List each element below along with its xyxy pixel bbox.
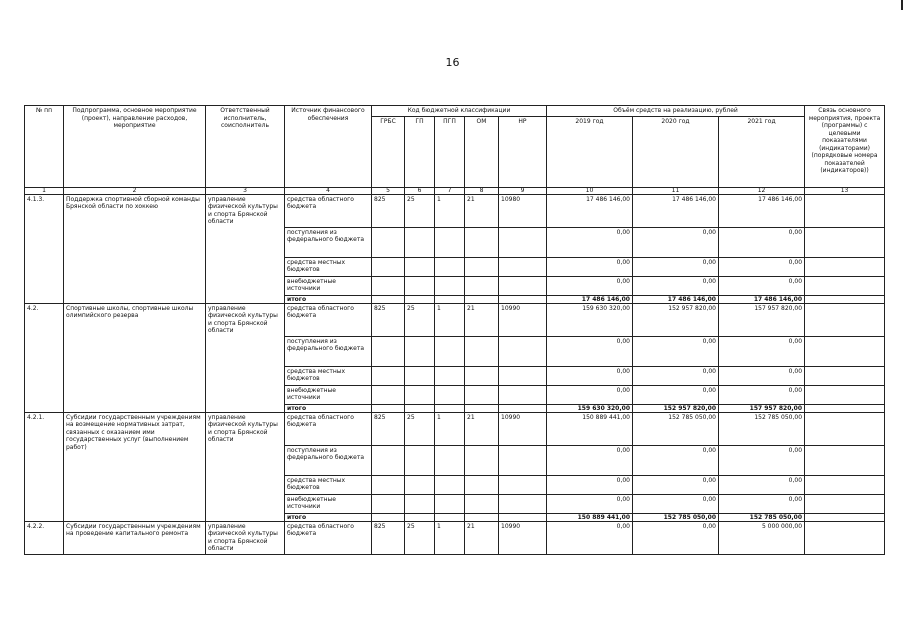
- amount-2019: 0,00: [547, 445, 633, 475]
- amount-2021: 152 785 050,00: [719, 412, 805, 445]
- item-number: 4.2.1.: [25, 412, 64, 521]
- code-pgp: 1: [435, 412, 465, 445]
- empty-cell: [435, 257, 465, 276]
- header-om: ОМ: [465, 116, 499, 187]
- code-grbs: 825: [372, 412, 405, 445]
- empty-cell: [805, 521, 885, 554]
- empty-cell: [372, 385, 405, 404]
- col-number: 10: [547, 187, 633, 194]
- col-number: 2: [64, 187, 206, 194]
- source-label: внебюджетные источники: [285, 385, 372, 404]
- amount-2021: 0,00: [719, 385, 805, 404]
- item-executor: управление физической культуры и спорта Брянской области: [206, 194, 285, 303]
- amount-2020: 0,00: [633, 227, 719, 257]
- empty-cell: [435, 445, 465, 475]
- amount-2020: 17 486 146,00: [633, 194, 719, 227]
- scan-edge-mark: [901, 0, 903, 10]
- amount-2019: 0,00: [547, 475, 633, 494]
- code-gp: 25: [405, 412, 435, 445]
- source-label: средства местных бюджетов: [285, 366, 372, 385]
- col-number: 3: [206, 187, 285, 194]
- header-grbs: ГРБС: [372, 116, 405, 187]
- empty-cell: [465, 475, 499, 494]
- empty-cell: [465, 295, 499, 303]
- header-source: Источник финансового обеспечения: [285, 106, 372, 188]
- source-label: средства областного бюджета: [285, 521, 372, 554]
- empty-cell: [405, 475, 435, 494]
- item-name: Поддержка спортивной сборной команды Брянской области по хоккею: [64, 194, 206, 303]
- item-executor: управление физической культуры и спорта Брянской области: [206, 303, 285, 412]
- amount-2019: 159 630 320,00: [547, 404, 633, 412]
- header-2020: 2020 год: [633, 116, 719, 187]
- amount-2019: 0,00: [547, 336, 633, 366]
- empty-cell: [405, 385, 435, 404]
- amount-2021: 157 957 820,00: [719, 303, 805, 336]
- empty-cell: [405, 513, 435, 521]
- empty-cell: [405, 295, 435, 303]
- empty-cell: [435, 513, 465, 521]
- amount-2021: 0,00: [719, 336, 805, 366]
- code-pgp: 1: [435, 194, 465, 227]
- empty-cell: [405, 276, 435, 295]
- empty-cell: [805, 513, 885, 521]
- amount-2019: 0,00: [547, 521, 633, 554]
- col-number: 6: [405, 187, 435, 194]
- amount-2021: 0,00: [719, 494, 805, 513]
- amount-2019: 150 889 441,00: [547, 513, 633, 521]
- code-pgp: 1: [435, 303, 465, 336]
- empty-cell: [372, 366, 405, 385]
- source-label: внебюджетные источники: [285, 276, 372, 295]
- empty-cell: [805, 194, 885, 227]
- row-regional: [25, 303, 885, 336]
- empty-cell: [465, 513, 499, 521]
- amount-2019: 0,00: [547, 385, 633, 404]
- empty-cell: [805, 257, 885, 276]
- amount-2020: 0,00: [633, 385, 719, 404]
- empty-cell: [499, 257, 547, 276]
- amount-2020: 0,00: [633, 276, 719, 295]
- amount-2021: 0,00: [719, 366, 805, 385]
- code-grbs: 825: [372, 303, 405, 336]
- header-subprogram: Подпрограмма, основное мероприятие (проект), направление расходов, мероприятие: [64, 106, 206, 188]
- code-nr: 10980: [499, 194, 547, 227]
- item-name: Субсидии государственным учреждениям на проведение капитального ремонта: [64, 521, 206, 554]
- empty-cell: [465, 276, 499, 295]
- empty-cell: [805, 227, 885, 257]
- empty-cell: [372, 513, 405, 521]
- code-om: 21: [465, 412, 499, 445]
- empty-cell: [372, 494, 405, 513]
- source-label: поступления из федерального бюджета: [285, 336, 372, 366]
- header-2019: 2019 год: [547, 116, 633, 187]
- source-label: поступления из федерального бюджета: [285, 445, 372, 475]
- row-regional: [25, 521, 885, 554]
- item-executor: управление физической культуры и спорта Брянской области: [206, 412, 285, 521]
- code-nr: 10990: [499, 303, 547, 336]
- empty-cell: [805, 385, 885, 404]
- header-2021: 2021 год: [719, 116, 805, 187]
- source-label: средства местных бюджетов: [285, 257, 372, 276]
- amount-2020: 0,00: [633, 475, 719, 494]
- empty-cell: [405, 445, 435, 475]
- empty-cell: [805, 475, 885, 494]
- item-executor: управление физической культуры и спорта Брянской области: [206, 521, 285, 554]
- empty-cell: [499, 494, 547, 513]
- code-om: 21: [465, 521, 499, 554]
- amount-2019: 0,00: [547, 276, 633, 295]
- empty-cell: [405, 366, 435, 385]
- source-label: итого: [285, 404, 372, 412]
- empty-cell: [372, 475, 405, 494]
- empty-cell: [499, 295, 547, 303]
- header-num: № пп: [25, 106, 64, 188]
- empty-cell: [465, 404, 499, 412]
- empty-cell: [805, 494, 885, 513]
- code-pgp: 1: [435, 521, 465, 554]
- empty-cell: [372, 404, 405, 412]
- source-label: средства местных бюджетов: [285, 475, 372, 494]
- page-number: 16: [445, 56, 460, 69]
- amount-2021: 0,00: [719, 227, 805, 257]
- empty-cell: [805, 366, 885, 385]
- row-regional: [25, 412, 885, 445]
- amount-2019: 150 889 441,00: [547, 412, 633, 445]
- empty-cell: [805, 336, 885, 366]
- code-gp: 25: [405, 194, 435, 227]
- empty-cell: [499, 336, 547, 366]
- header-budget-code: Код бюджетной классификации: [372, 106, 547, 117]
- empty-cell: [405, 494, 435, 513]
- amount-2019: 0,00: [547, 366, 633, 385]
- source-label: итого: [285, 513, 372, 521]
- empty-cell: [372, 227, 405, 257]
- empty-cell: [499, 513, 547, 521]
- col-number: 11: [633, 187, 719, 194]
- empty-cell: [499, 366, 547, 385]
- code-gp: 25: [405, 303, 435, 336]
- code-gp: 25: [405, 521, 435, 554]
- empty-cell: [372, 257, 405, 276]
- source-label: поступления из федерального бюджета: [285, 227, 372, 257]
- empty-cell: [499, 445, 547, 475]
- empty-cell: [372, 445, 405, 475]
- amount-2020: 0,00: [633, 336, 719, 366]
- amount-2019: 0,00: [547, 257, 633, 276]
- col-number: 5: [372, 187, 405, 194]
- amount-2020: 152 785 050,00: [633, 513, 719, 521]
- amount-2021: 17 486 146,00: [719, 194, 805, 227]
- amount-2020: 0,00: [633, 257, 719, 276]
- header-volume: Объём средств на реализацию, рублей: [547, 106, 805, 117]
- amount-2021: 152 785 050,00: [719, 513, 805, 521]
- col-number: 13: [805, 187, 885, 194]
- empty-cell: [435, 404, 465, 412]
- code-om: 21: [465, 194, 499, 227]
- code-grbs: 825: [372, 521, 405, 554]
- empty-cell: [499, 385, 547, 404]
- header-gp: ГП: [405, 116, 435, 187]
- col-number: 4: [285, 187, 372, 194]
- amount-2020: 0,00: [633, 445, 719, 475]
- source-label: средства областного бюджета: [285, 303, 372, 336]
- amount-2021: 5 000 000,00: [719, 521, 805, 554]
- amount-2020: 17 486 146,00: [633, 295, 719, 303]
- amount-2020: 152 957 820,00: [633, 404, 719, 412]
- empty-cell: [435, 475, 465, 494]
- header-executor: Ответственный исполнитель, соисполнитель: [206, 106, 285, 188]
- empty-cell: [805, 404, 885, 412]
- empty-cell: [435, 366, 465, 385]
- empty-cell: [499, 276, 547, 295]
- empty-cell: [405, 257, 435, 276]
- empty-cell: [372, 295, 405, 303]
- empty-cell: [805, 295, 885, 303]
- empty-cell: [465, 366, 499, 385]
- amount-2020: 0,00: [633, 366, 719, 385]
- amount-2020: 152 785 050,00: [633, 412, 719, 445]
- amount-2019: 17 486 146,00: [547, 194, 633, 227]
- empty-cell: [435, 276, 465, 295]
- empty-cell: [435, 385, 465, 404]
- amount-2020: 152 957 820,00: [633, 303, 719, 336]
- amount-2021: 17 486 146,00: [719, 295, 805, 303]
- amount-2019: 159 630 320,00: [547, 303, 633, 336]
- column-number-row: [25, 187, 885, 194]
- code-nr: 10990: [499, 412, 547, 445]
- amount-2021: 0,00: [719, 475, 805, 494]
- amount-2019: 0,00: [547, 494, 633, 513]
- empty-cell: [372, 276, 405, 295]
- empty-cell: [465, 385, 499, 404]
- col-number: 12: [719, 187, 805, 194]
- row-regional: [25, 194, 885, 227]
- empty-cell: [405, 404, 435, 412]
- col-number: 8: [465, 187, 499, 194]
- source-label: средства областного бюджета: [285, 194, 372, 227]
- header-pgp: ПГП: [435, 116, 465, 187]
- empty-cell: [435, 336, 465, 366]
- col-number: 9: [499, 187, 547, 194]
- item-number: 4.2.2.: [25, 521, 64, 554]
- amount-2019: 17 486 146,00: [547, 295, 633, 303]
- header-nr: НР: [499, 116, 547, 187]
- empty-cell: [465, 227, 499, 257]
- item-name: Спортивные школы, спортивные школы олимпийского резерва: [64, 303, 206, 412]
- amount-2020: 0,00: [633, 521, 719, 554]
- col-number: 7: [435, 187, 465, 194]
- empty-cell: [805, 276, 885, 295]
- code-grbs: 825: [372, 194, 405, 227]
- empty-cell: [499, 475, 547, 494]
- empty-cell: [465, 257, 499, 276]
- header-link: Связь основного мероприятия, проекта (программы) с целевыми показателями (индикаторами) (порядковые номера показателей (индикаторов)): [805, 106, 885, 188]
- empty-cell: [499, 227, 547, 257]
- empty-cell: [805, 412, 885, 445]
- empty-cell: [435, 295, 465, 303]
- code-nr: 10990: [499, 521, 547, 554]
- empty-cell: [465, 445, 499, 475]
- source-label: средства областного бюджета: [285, 412, 372, 445]
- amount-2019: 0,00: [547, 227, 633, 257]
- empty-cell: [465, 494, 499, 513]
- item-name: Субсидии государственным учреждениям на возмещение нормативных затрат, связанных с оказанием ими государственных услуг (выполнением работ): [64, 412, 206, 521]
- amount-2021: 0,00: [719, 276, 805, 295]
- empty-cell: [465, 336, 499, 366]
- source-label: внебюджетные источники: [285, 494, 372, 513]
- amount-2020: 0,00: [633, 494, 719, 513]
- empty-cell: [805, 445, 885, 475]
- budget-table: [24, 105, 885, 555]
- amount-2021: 157 957 820,00: [719, 404, 805, 412]
- amount-2021: 0,00: [719, 445, 805, 475]
- amount-2021: 0,00: [719, 257, 805, 276]
- empty-cell: [372, 336, 405, 366]
- col-number: 1: [25, 187, 64, 194]
- item-number: 4.1.3.: [25, 194, 64, 303]
- empty-cell: [405, 336, 435, 366]
- source-label: итого: [285, 295, 372, 303]
- empty-cell: [499, 404, 547, 412]
- empty-cell: [435, 494, 465, 513]
- empty-cell: [805, 303, 885, 336]
- empty-cell: [435, 227, 465, 257]
- empty-cell: [405, 227, 435, 257]
- code-om: 21: [465, 303, 499, 336]
- item-number: 4.2.: [25, 303, 64, 412]
